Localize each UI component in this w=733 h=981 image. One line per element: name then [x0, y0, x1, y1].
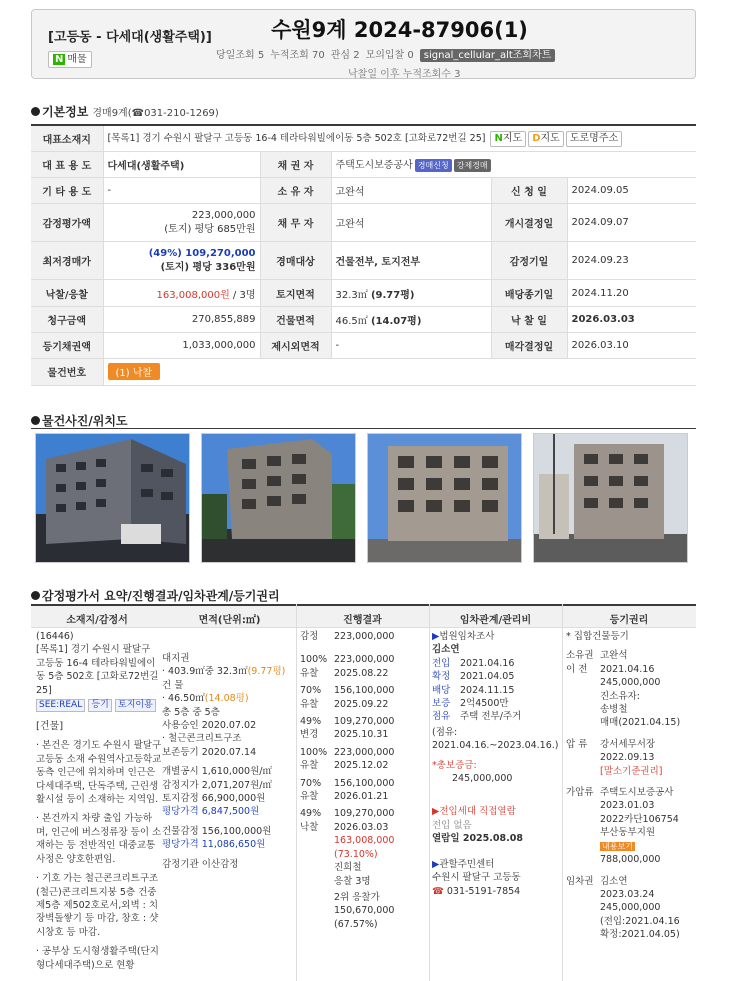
- triangle-icon: ▶: [432, 806, 440, 818]
- phone-icon: ☎: [432, 885, 444, 897]
- property-type: [고등동 - 다세대(생활주택)]: [48, 30, 212, 45]
- view-stats: 당일조회 5 누적조회 70 관심 2 모의입찰 0 signal_cellular_alt조회차트: [216, 46, 561, 62]
- rights-column: * 집합건물등기 소유권 고완석 이 전 2021.04.16 245,000,000 진소유자: 송병철 매매(2021.04.15) 압 류 강서세무서장 2022.09.13 [말소기준권리] 가압류 주택도시보증공사 2023.01.03 2022카단106754 부산동부지원 내용보기 788,000,000 임차권 김소연 2023.03.24 245,000,000 (전입:2021.04.16 확정:2021.04.05): [566, 631, 681, 941]
- post-sale-views: 낙찰일 이후 누적조회수 3: [348, 69, 461, 80]
- photos-title: 물건사진/위치도: [31, 412, 128, 429]
- seereal-button[interactable]: SEE:REAL: [36, 699, 85, 712]
- basic-info-title: 기본정보 경매9계(☎031-210-1269): [31, 103, 219, 120]
- property-address: [목록1] 경기 수원시 팔달구 고등동 16-4 테라타워빌에이동 5층 502호 [고화로72번길 25]: [107, 132, 486, 144]
- survey-link[interactable]: 전입세대 직접열람: [439, 806, 516, 818]
- building-photo-4[interactable]: [533, 433, 688, 563]
- basic-info-table: 대표소재지 [목록1] 경기 수원시 팔달구 고등동 16-4 테라타워빌에이동 5층 502호 [고화로72번길 25] N지도 D지도 도로명주소 대 표 용 도 다세대(생활주택) 채 권 자 주택도시보증공사 경매신청 강제경매 기 타 용 도 - 소 유 자 고완석 신 청 일 2024.09.05 감정평가액 223,000,000 (토지) 평당 685만원 채 무 자 고완석 개시결정일 2024.09.07 최저경매가 (49%) 109,270,000 (토지) 평당 336만원 경매대상 건물전부, 토지전부 감정기일 2024.09.23 낙찰/응찰 163,008,000원 / 3명 토지면적 32.3㎡ (9.77평) 배당종기일 2024.11.20 청구금액 270,855,889 건물면적 46.5㎡ (14.07평) 낙 찰 일 2026.03.03 등기채권액 1,033,000,000 제시외면적 - 매각결정일 2026.03.10 물건번호 (1) 낙찰: [31, 124, 696, 386]
- case-title: 수원9계 2024-87906(1): [271, 18, 528, 42]
- view-detail-button[interactable]: 내용보기: [602, 841, 633, 851]
- triangle-icon: ▶: [432, 631, 440, 642]
- winning-price: 163,008,000원: [156, 289, 230, 301]
- forced-auction-tag: 강제경매: [454, 159, 491, 172]
- naver-map-link[interactable]: N지도: [490, 131, 526, 147]
- location-column: (16446) [목록1] 경기 수원시 팔달구 고등동 16-4 테라타워빌에이동 5층 502호 [고화로72번길 25] SEE:REAL 등기 토지이용 [건물] · 본건은 경기도 수원시 팔달구 고등동 소재 수원역사고등학교 동측 인근에 위치하며 인근은 다세대주택, 단독주택, 근린생활시설 등이 소재하는 지역임. · 본건까지 차량 출입 가능하며, 인근에 버스정류장 등이 소재하는 등 전반적인 대중교통 사정은 양호한편임. · 기호 가는 철근콘크리트구조 (철근)콘크리트지붕 5층 건중 제5층 제502호로서,외벽 : 치장벽돌쌓기 등 마감, 창호 : 샷시창호 등 마감. · 공부상 도시형생활주택(단지형다세대주택)으로 현황: [36, 631, 162, 971]
- bullet-icon: [31, 107, 40, 116]
- minimum-price: (49%) 109,270,000: [148, 247, 256, 259]
- photo-strip: [35, 433, 691, 563]
- daum-map-link[interactable]: D지도: [528, 131, 564, 147]
- building-photo-2[interactable]: [201, 433, 356, 563]
- summary-title: 감정평가서 요약/진행결과/임차관계/등기권리: [31, 587, 280, 604]
- case-header: [31, 9, 696, 79]
- land-use-button[interactable]: 토지이용: [115, 699, 156, 712]
- triangle-icon: ▶: [432, 858, 440, 870]
- summary-header: 소재지/감정서 면적(단위:㎡) 진행결과 임차관계/관리비 등기권리: [31, 604, 696, 628]
- view-chart-button[interactable]: signal_cellular_alt조회차트: [420, 49, 556, 62]
- tenant-column: ▶법원임차조사 김소연 전입 2021.04.16 확정 2021.04.05 배당 2024.11.15 보증 2억4500만 점유 주택 전부/주거 (점유: 2021.04.16.~2023.04.16.) *총보증금: 245,000,000 ▶전입세대 직접열람 전입 없음 열람일 2025.08.08 ▶관할주민센터 수원시 팔달구 고등동 ☎ 031-5191-7854: [432, 631, 559, 897]
- area-column: 대지권 · 403.9㎡중 32.3㎡(9.77평) 건 물 · 46.50㎡(14.08평) 총 5층 중 5층 사용승인 2020.07.02 · 철근콘크리트구조 보존등기 2020.07.14 개별공시 1,610,000원/㎡ 감정지가 2,071,207원/㎡ 토지감정 66,900,000원 평당가격 6,847,500원 건물감정 156,100,000원 평당가격 11,086,650원 감정기관 이산감정: [162, 653, 286, 870]
- road-address-link[interactable]: 도로명주소: [566, 131, 622, 147]
- listing-badge[interactable]: N 매물: [48, 51, 92, 68]
- progress-column: 감정 223,000,000 100% 223,000,000 유찰 2025.08.22 70% 156,100,000 유찰 2025.09.22 49% 109,270,000 변경 2025.10.31 100% 223,000,000 유찰 2025.12.02 70% 156,100,000 유찰 2026.01.21 49% 109,270,000 낙찰 2026.03.03 163,008,000 (73.10%) 진희철 응찰 3명 2위 응찰가 150,670,000 (67.57%): [300, 631, 395, 930]
- item-number-button[interactable]: (1) 낙찰: [108, 363, 161, 380]
- registry-button[interactable]: 등기: [88, 699, 111, 712]
- auction-request-tag: 경매신청: [415, 159, 452, 172]
- court-info: 경매9계(☎031-210-1269): [92, 108, 219, 119]
- naver-n-icon: N: [55, 54, 64, 65]
- building-photo-1[interactable]: [35, 433, 190, 563]
- building-photo-3[interactable]: [367, 433, 522, 563]
